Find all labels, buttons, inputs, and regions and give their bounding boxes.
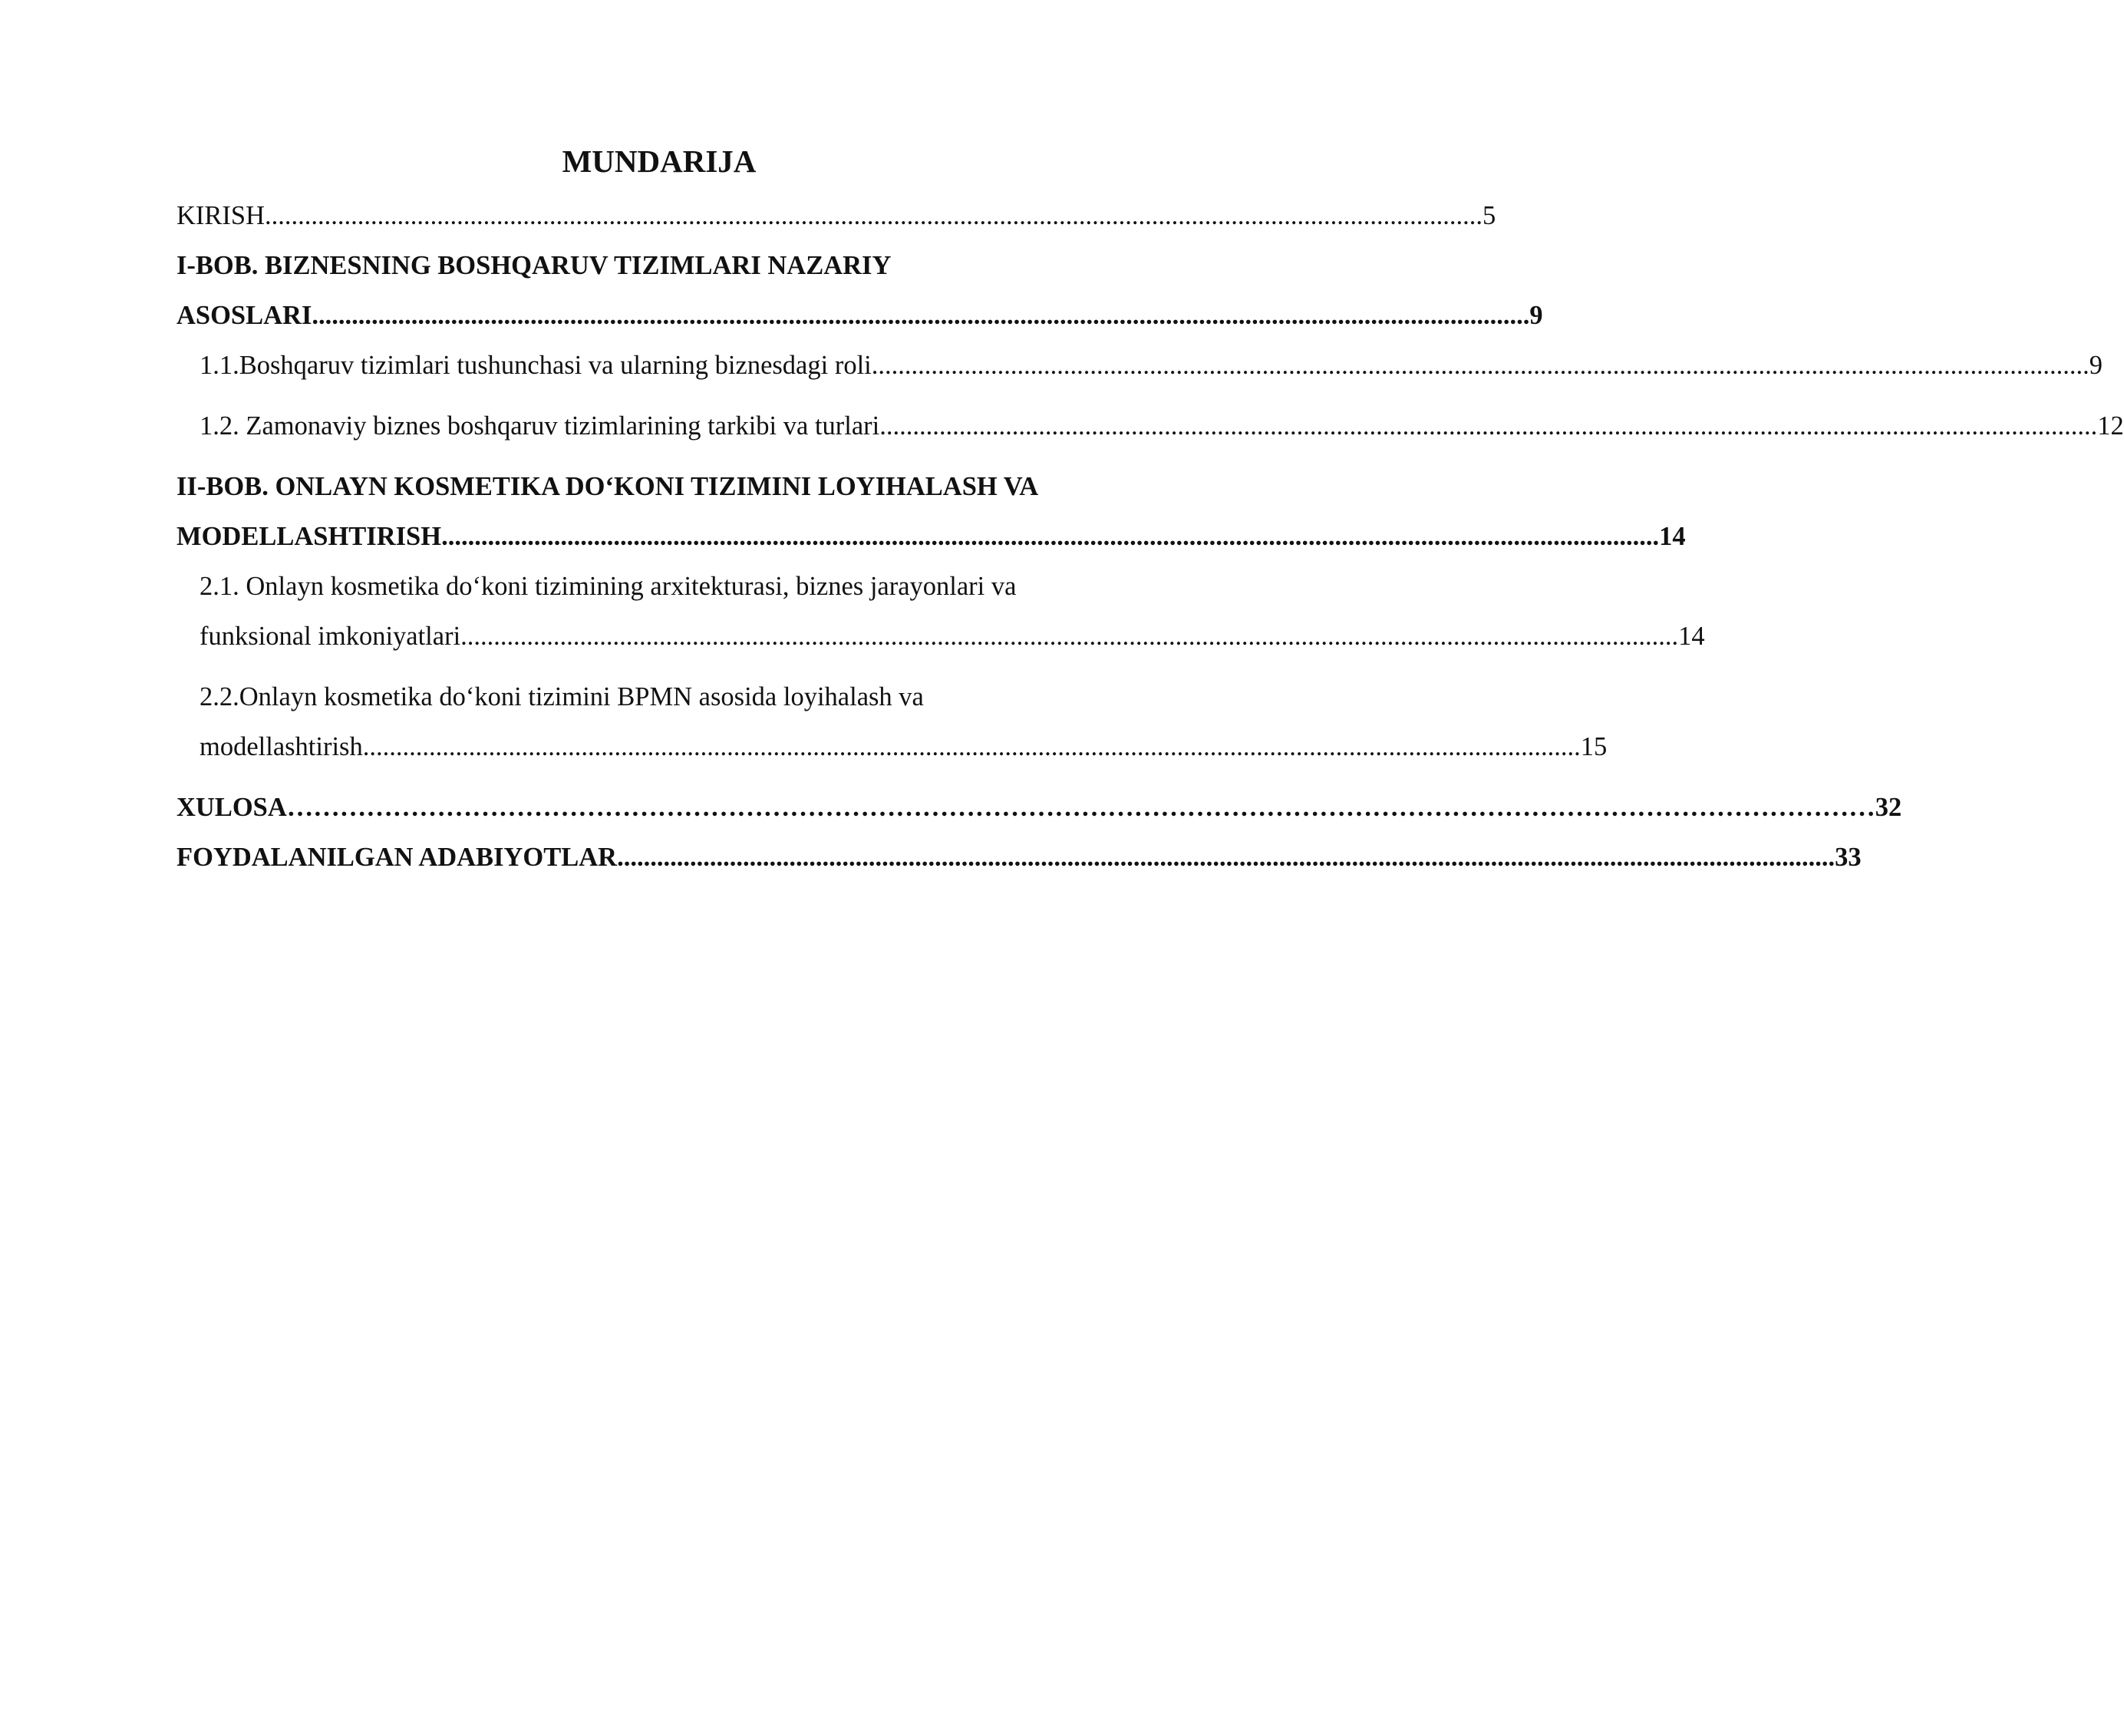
toc-entry-section-2-1-line-2[interactable] xyxy=(200,617,1705,655)
dot-leader: ........................................................................................................................................................................................ xyxy=(362,732,1581,761)
toc-entry-text: XULOSA xyxy=(176,793,287,822)
toc-entry-text: II-BOB. ONLAYN KOSMETIKA DO‘KONI TIZIMINI LOYIHALASH VA xyxy=(176,472,1039,501)
toc-page-number: 9 xyxy=(2089,351,2103,380)
toc-entry-section-2-2-line-2[interactable] xyxy=(200,728,1608,766)
toc-entry-text: funksional imkoniyatlari xyxy=(200,622,461,651)
toc-page-number: 14 xyxy=(1659,522,1686,551)
dot-leader: ........................................................................................................................................................................................ xyxy=(312,301,1530,330)
dot-leader: ........................................................................................................................................................................................ xyxy=(617,843,1835,872)
toc-entry-references[interactable] xyxy=(176,838,1862,876)
dot-leader: ……………………………………………………………………………………………………………………………………………………………… xyxy=(286,793,1875,822)
toc-entry-text: FOYDALANILGAN ADABIYOTLAR xyxy=(176,843,618,872)
toc-entry-section-2-2-line-1[interactable] xyxy=(200,678,1133,716)
toc-entry-section-1-2[interactable] xyxy=(200,407,2124,445)
toc-page-number: 9 xyxy=(1529,301,1543,330)
toc-page-number: 5 xyxy=(1483,201,1496,230)
toc-page-number: 14 xyxy=(1678,622,1705,651)
toc-entry-text: 1.2. Zamonaviy biznes boshqaruv tizimlarining tarkibi va turlari xyxy=(200,411,880,441)
toc-page-number: 12 xyxy=(2097,411,2124,441)
toc-entry-text: KIRISH xyxy=(176,201,266,230)
toc-title: MUNDARIJA xyxy=(562,144,757,179)
toc-entry-section-2-1-line-1[interactable] xyxy=(200,567,1133,606)
toc-entry-text: 2.1. Onlayn kosmetika do‘koni tizimining arxitekturasi, biznes jarayonlari va xyxy=(200,572,1017,601)
toc-entry-section-1-1[interactable] xyxy=(200,346,2103,384)
toc-entry-text: I-BOB. BIZNESNING BOSHQARUV TIZIMLARI NAZARIY xyxy=(176,251,892,280)
toc-entry-conclusion[interactable] xyxy=(176,788,1902,827)
toc-page-number: 33 xyxy=(1835,843,1862,872)
dot-leader: ........................................................................................................................................................................................ xyxy=(879,411,2098,441)
toc-page-number: 15 xyxy=(1580,732,1608,761)
toc-entry-chapter-1-line-1[interactable] xyxy=(176,246,1136,285)
dot-leader: ........................................................................................................................................................................................ xyxy=(871,351,2089,380)
dot-leader: ........................................................................................................................................................................................ xyxy=(441,522,1660,551)
toc-entry-chapter-2-line-2[interactable] xyxy=(176,517,1686,556)
toc-entry-text: ASOSLARI xyxy=(176,301,312,330)
dot-leader: ........................................................................................................................................................................................ xyxy=(460,622,1679,651)
dot-leader: ........................................................................................................................................................................................ xyxy=(265,201,1483,230)
toc-entry-text: 1.1.Boshqaruv tizimlari tushunchasi va ularning biznesdagi roli xyxy=(200,351,872,380)
toc-entry-chapter-1-line-2[interactable] xyxy=(176,296,1543,335)
toc-page-number: 32 xyxy=(1875,793,1902,822)
toc-entry-text: MODELLASHTIRISH xyxy=(176,522,442,551)
toc-entry-chapter-2-line-1[interactable] xyxy=(176,467,1136,506)
toc-entry-kirish[interactable] xyxy=(176,196,1496,235)
toc-entry-text: modellashtirish xyxy=(200,732,363,761)
toc-entry-text: 2.2.Onlayn kosmetika do‘koni tizimini BPMN asosida loyihalash va xyxy=(200,682,924,711)
